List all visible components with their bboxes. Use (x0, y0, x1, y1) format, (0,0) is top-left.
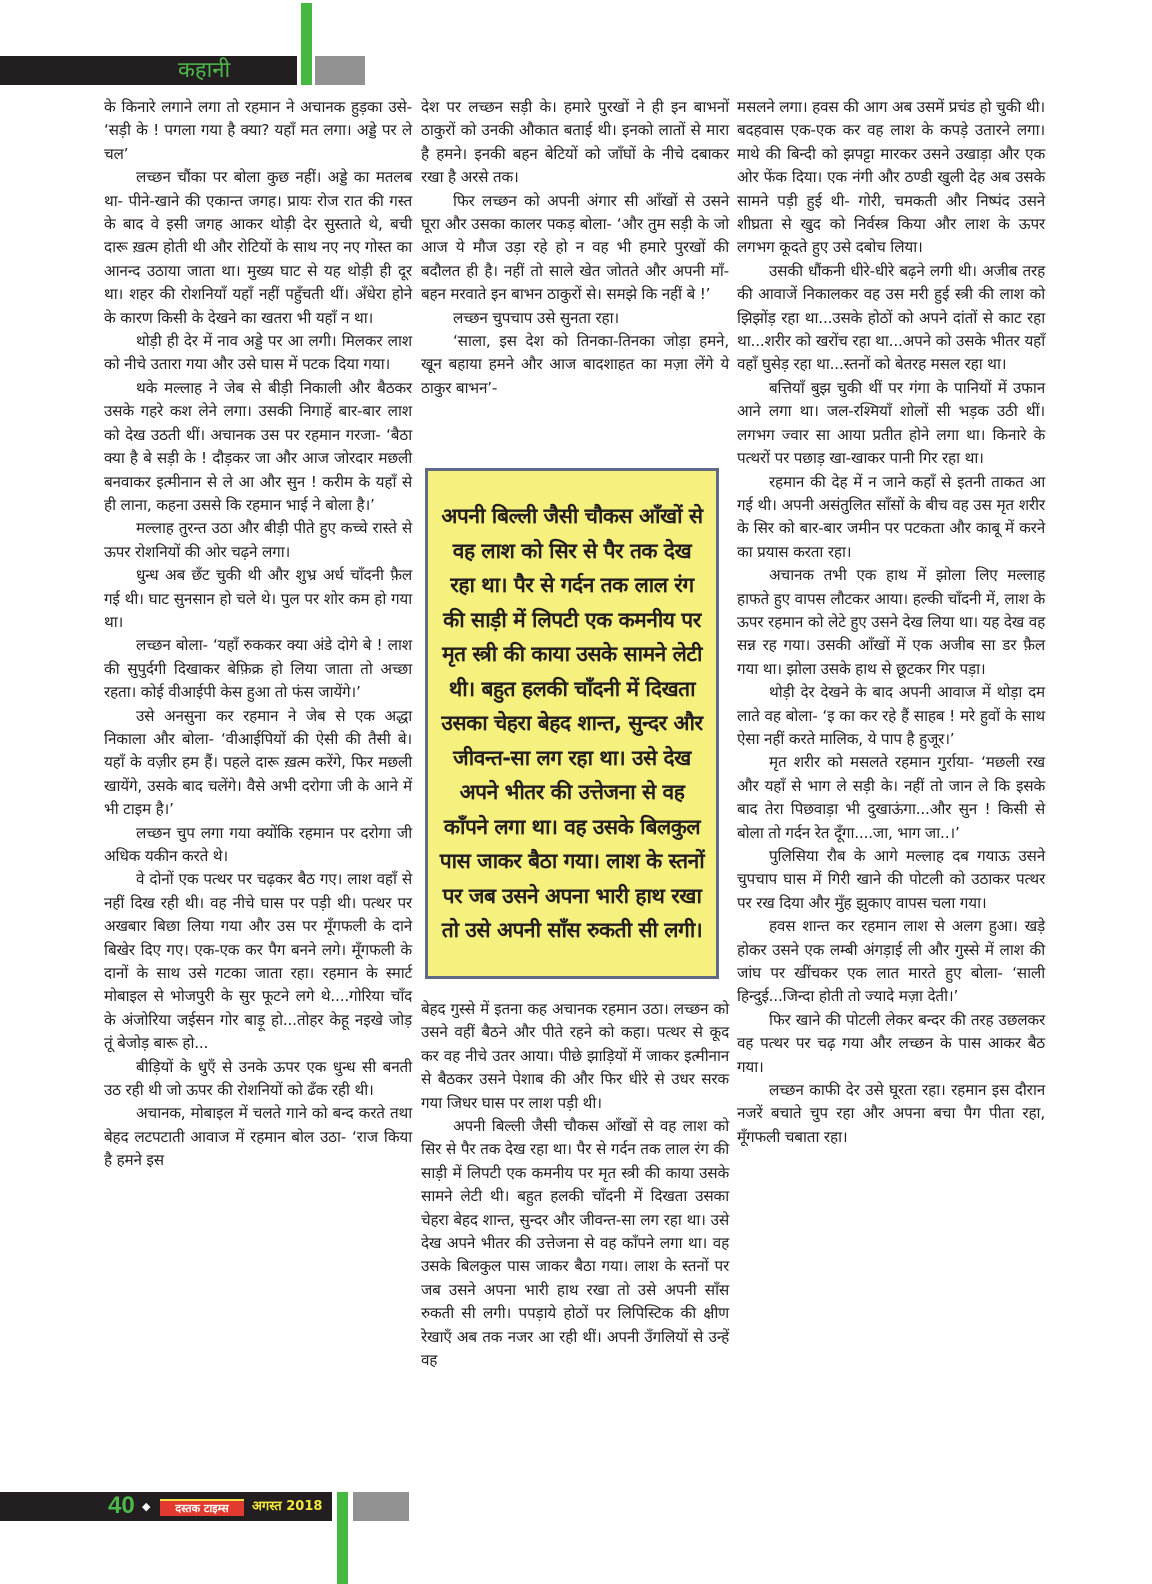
article-column-3 (737, 96, 1045, 1149)
footer-accent-gray (353, 1492, 409, 1521)
paragraph: लच्छन काफी देर उसे घूरता रहा। रहमान इस दौरान नजरें बचाते चुप रहा और अपना बचा पैग पीता रहा, मूँगफली चबाता रहा। (737, 1081, 1045, 1146)
paragraph: लच्छन चुपचाप उसे सुनता रहा। (453, 308, 620, 327)
paragraph: उसे अनसुना कर रहमान ने जेब से एक अद्धा निकाला और बोला- ‘वीआईपियों की ऐसी की तैसी बे। यहाँ के वज़ीर हम हैं। पहले दारू ख़त्म करेंगे, फिर मछली खायेंगे, उसके बाद चलेंगे। वैसे अभी दरोगा जी के आने में भी टाइम है।’ (104, 706, 412, 819)
paragraph: पुलिसिया रौब के आगे मल्लाह दब गयाऊ उसने चुपचाप घास में गिरी खाने की पोटली को उठाकर पत्थर पर रख दिया और मुँह झुकाए वापस चला गया। (737, 847, 1045, 912)
paragraph: थोड़ी देर देखने के बाद अपनी आवाज में थोड़ा दम लाते वह बोला- ‘इ का कर रहे हैं साहब ! मरे हुवों के साथ ऐसा नहीं करते मालिक, ये पाप है हुजूर।’ (737, 683, 1045, 748)
header-accent-gray (315, 56, 365, 85)
pull-quote-box (425, 468, 719, 979)
paragraph: लच्छन चौंका पर बोला कुछ नहीं। अड्डे का मतलब था- पीने-खाने की एकान्त जगह। प्रायः रोज रात की गस्त के बाद वे इसी जगह आकर थोड़ी देर सुस्ताते थे, बची दारू ख़त्म होती थी और रोटियों के साथ नए नए गोस्त का आनन्द उठाया जाता था। मुख्य घाट से यह थोड़ी ही दूर था। शहर की रोशनियाँ यहाँ नहीं पहुँचती थीं। अँधेरा होने के कारण किसी के देखने का खतरा भी यहाँ न था। (104, 168, 412, 327)
footer-accent-green (337, 1492, 348, 1584)
paragraph: रहमान की देह में न जाने कहाँ से इतनी ताकत आ गई थी। अपनी असंतुलित साँसों के बीच वह उस मृत शरीर के सिर को बार-बार जमीन पर पटकता और काबू में करने का प्रयास करता रहा। (737, 472, 1045, 561)
article-column-2-top (421, 96, 729, 400)
paragraph: ‘साला, इस देश को तिनका-तिनका जोड़ा हमने, खून बहाया हमने और आज बादशाहत का मज़ा लेंगे ये ठाकुर बाभन’- (421, 332, 729, 397)
magazine-logo: दस्तक टाइम्स (160, 1499, 244, 1516)
article-column-2-bottom (421, 998, 729, 1373)
article-column-1 (104, 96, 412, 1173)
paragraph: उसकी धौंकनी धीरे-धीरे बढ़ने लगी थी। अजीब तरह की आवाजें निकालकर वह उस मरी हुई स्त्री की लाश को झिझोंड़ रहा था...उसके होठों को अपने दांतों से काट रहा था...शरीर को खरोंच रहा था...अपने को उसके भीतर यहाँ वहाँ घुसेड़ रहा था...स्तनों को बेतरह मसल रहा था। (737, 261, 1045, 374)
paragraph: अचानक, मोबाइल में चलते गाने को बन्द करते तथा बेहद लटपटाती आवाज में रहमान बोल उठा- ‘राज किया है हमने इस (104, 1104, 412, 1170)
page-number: 40 (108, 1492, 135, 1519)
paragraph: लच्छन चुप लगा गया क्योंकि रहमान पर दरोगा जी अधिक यकीन करते थे। (104, 823, 412, 865)
diamond-separator-icon: ◆ (142, 1500, 151, 1513)
paragraph: हवस शान्त कर रहमान लाश से अलग हुआ। खड़े होकर उसने एक लम्बी अंगड़ाई ली और गुस्से में लाश की जांघ पर खींचकर एक लात मारते हुए बोला- ‘साली हिन्दुई...जिन्दा होती तो ज्यादे मज़ा देती।’ (737, 917, 1045, 1006)
header-bar (0, 56, 297, 85)
paragraph: मल्लाह तुरन्त उठा और बीड़ी पीते हुए कच्चे रास्ते से ऊपर रोशनियों की ओर चढ़ने लगा। (104, 519, 412, 561)
paragraph: देश पर लच्छन सड़ी के। हमारे पुरखों ने ही इन बाभनों ठाकुरों को उनकी औकात बताई थी। इनको लातों से मारा है हमने। इनकी बहन बेटियों को जाँघों के नीचे दबाकर रखा है अरसे तक। (421, 98, 729, 187)
paragraph: थोड़ी ही देर में नाव अड्डे पर आ लगी। मिलकर लाश को नीचे उतारा गया और उसे घास में पटक दिया गया। (104, 332, 412, 374)
paragraph: लच्छन बोला- ‘यहाँ रुककर क्या अंडे दोगे बे ! लाश की सुपुर्दगी दिखाकर बेफ़िक्र हो लिया जाता तो अच्छा रहता। कोई वीआईपी केस हुआ तो फंस जायेंगे।’ (104, 636, 412, 702)
paragraph: अचानक तभी एक हाथ में झोला लिए मल्लाह हाफते हुए वापस लौटकर आया। हल्की चाँदनी में, लाश के ऊपर रहमान को लेटे हुए उसने देख लिया था। यह देख वह सन्न रह गया। उसकी आँखों में एक अजीब सा डर फ़ैल गया था। झोला उसके हाथ से छूटकर गिर पड़ा। (737, 566, 1046, 678)
paragraph: बेहद गुस्से में इतना कह अचानक रहमान उठा। लच्छन को उसने वहीं बैठने और पीते रहने को कहा। पत्थर से कूद कर वह नीचे उतर आया। पीछे झाड़ियों में जाकर इत्मीनान से बैठकर उसने पेशाब की और फिर धीरे से उधर सरक गया जिधर घास पर लाश पड़ी थी। (421, 1000, 729, 1112)
section-label: कहानी (178, 58, 231, 83)
paragraph: फिर लच्छन को अपनी अंगार सी आँखों से उसने घूरा और उसका कालर पकड़ बोला- ‘और तुम सड़ी के जो आज ये मौज उड़ा रहे हो न वह भी हमारे पुरखों की बदौलत ही है। नहीं तो साले खेत जोतते और अपनी माँ-बहन मरवाते इन बाभन ठाकुरों से। समझे कि नहीं बे !’ (421, 191, 729, 304)
paragraph: मृत शरीर को मसलते रहमान गुर्राया- ‘मछली रख और यहाँ से भाग ले सड़ी के। नहीं तो जान ले कि इसके बाद तेरा पिछवाड़ा भी दुखाऊंगा...और सुन ! किसी से बोला तो गर्दन रेत दूँगा....जा, भाग जा..।’ (737, 753, 1045, 842)
paragraph: बीड़ियों के धुएँ से उनके ऊपर एक धुन्ध सी बनती उठ रही थी जो ऊपर की रोशनियों को ढँक रही थी। (104, 1057, 412, 1100)
paragraph: थके मल्लाह ने जेब से बीड़ी निकाली और बैठकर उसके गहरे कश लेने लगा। उसकी निगाहें बार-बार लाश को देख उठती थीं। अचानक उस पर रहमान गरजा- ‘बैठा क्या है बे सड़ी के ! दौड़कर जा और आज जोरदार मछली बनवाकर इत्मीनान से ले आ और सुन ! करीम के यहाँ से ही लाना, कहना उससे कि रहमान भाई ने बोला है।’ (104, 378, 412, 514)
pull-quote-text: अपनी बिल्ली जैसी चौकस आँखों से वह लाश को सिर से पैर तक देख रहा था। पैर से गर्दन तक लाल रंग की साड़ी में लिपटी एक कमनीय पर मृत स्त्री की काया उसके सामने लेटी थी। बहुत हलकी चाँदनी में दिखता उसका चेहरा बेहद शान्त, सुन्दर और जीवन्त-सा लग रहा था। उसे देख अपने भीतर की उत्तेजना से वह काँपने लगा था। वह उसके बिलकुल पास जाकर बैठा गया। लाश के स्तनों पर जब उसने अपना भारी हाथ रखा तो उसे अपनी साँस रुकती सी लगी। (439, 504, 705, 943)
paragraph: वे दोनों एक पत्थर पर चढ़कर बैठ गए। लाश वहाँ से नहीं दिख रही थी। वह नीचे घास पर पड़ी थी। पत्थर पर अखबार बिछा लिया गया और उस पर मूँगफली के दाने बिखेर दिए गए। एक-एक कर पैग बनने लगे। मूँगफली के दानों के साथ उसे गटका जाता रहा। रहमान के स्मार्ट मोबाइल से भोजपुरी के सुर फूटने लगे थे....गोरिया चाँद के अंजोरिया जईसन गोर बाड़ू हो...तोहर केहू नइखे जोड़ तूं बेजोड़ बारू हो... (104, 870, 412, 1053)
paragraph: धुन्ध अब छँट चुकी थी और शुभ्र अर्ध चाँदनी फ़ैल गई थी। घाट सुनसान हो चले थे। पुल पर शोर कम हो गया था। (104, 566, 412, 631)
paragraph: के किनारे लगाने लगा तो रहमान ने अचानक हुड़का उसे- ‘सड़ी के ! पगला गया है क्या? यहाँ मत लगा। अड्डे पर ले चल’ (104, 98, 412, 163)
issue-date: अगस्त 2018 (252, 1499, 323, 1514)
paragraph: फिर खाने की पोटली लेकर बन्दर की तरह उछलकर वह पत्थर पर चढ़ गया और लच्छन के पास आकर बैठ गया। (737, 1010, 1045, 1076)
paragraph: बत्तियाँ बुझ चुकी थीं पर गंगा के पानियों में उफान आने लगा था। जल-रश्मियाँ शोलों सी भड़क उठी थीं। लगभग ज्वार सा आया प्रतीत होने लगा था। किनारे के पत्थरों पर पछाड़ खा-खाकर पानी गिर रहा था। (737, 378, 1045, 468)
paragraph: अपनी बिल्ली जैसी चौकस आँखों से वह लाश को सिर से पैर तक देख रहा था। पैर से गर्दन तक लाल रंग की साड़ी में लिपटी एक कमनीय पर मृत स्त्री की काया उसके सामने लेटी थी। बहुत हलकी चाँदनी में दिखता उसका चेहरा बेहद शान्त, सुन्दर और जीवन्त-सा लग रहा था। उसे देख अपने भीतर की उत्तेजना से वह काँपने लगा था। वह उसके बिलकुल पास जाकर बैठा गया। लाश के स्तनों पर जब उसने अपना भारी हाथ रखा तो उसे अपनी साँस रुकती सी लगी। पपड़ाये होठों पर लिपिस्टिक की क्षीण रेखाएँ अब तक नजर आ रही थीं। अपनी उँगलियों से उन्हें वह (421, 1117, 729, 1370)
paragraph: मसलने लगा। हवस की आग अब उसमें प्रचंड हो चुकी थी। बदहवास एक-एक कर वह लाश के कपड़े उतारने लगा। माथे की बिन्दी को झपट्टा मारकर उसने उखाड़ा और एक ओर फेंक दिया। एक नंगी और ठण्डी खुली देह अब उसके सामने पड़ी हुई थी- गोरी, चमकती और निष्पंद उसने शीघ्रता से खुद को निर्वस्त्र किया और लाश के ऊपर लगभग कूदते हुए उसे दबोच लिया। (737, 98, 1045, 257)
header-accent-green (301, 3, 312, 85)
